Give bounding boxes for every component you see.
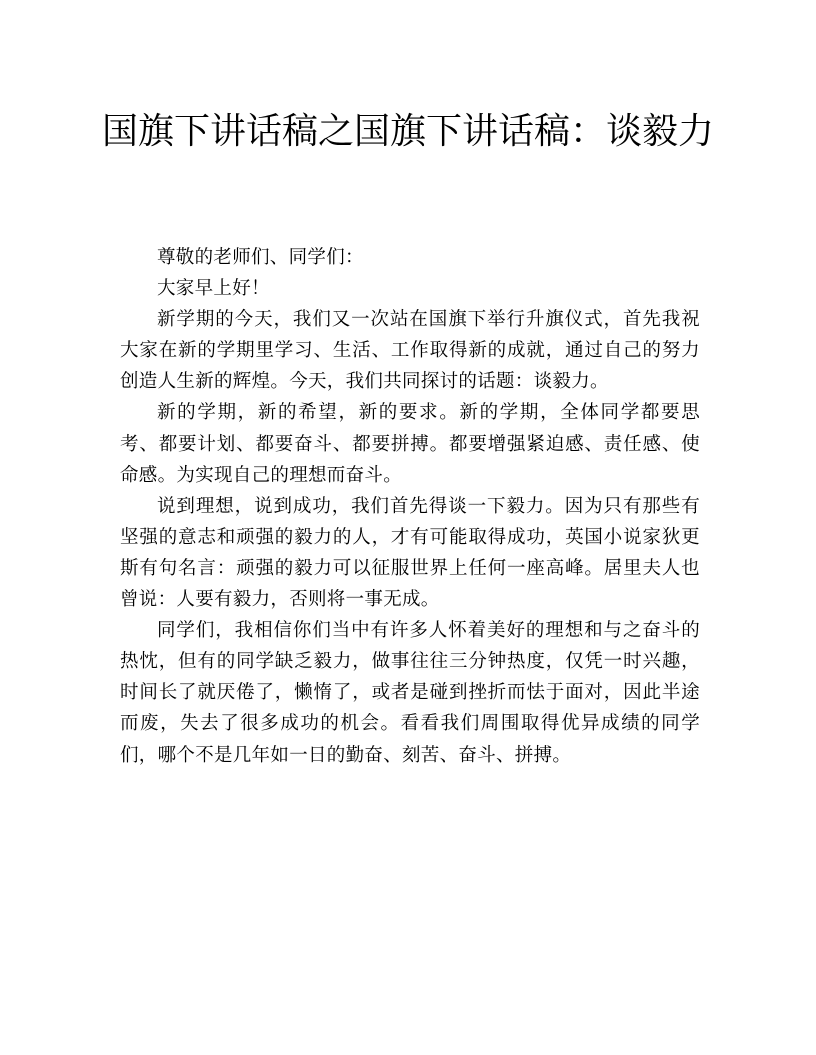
paragraph-classmates: 同学们，我相信你们当中有许多人怀着美好的理想和与之奋斗的热忱，但有的同学缺乏毅力，做事往往三分钟热度，仅凭一时兴趣，时间长了就厌倦了，懒惰了，或者是碰到挫折而怯于面对，因此半途而废，失去了很多成功的机会。看看我们周围取得优异成绩的同学们，哪个不是几年如一日的勤奋、刻苦、奋斗、拼搏。 [120,620,700,766]
paragraph-new-hopes: 新的学期，新的希望，新的要求。新的学期，全体同学都要思考、都要计划、都要奋斗、都要拼搏。都要增强紧迫感、责任感、使命感。为实现自己的理想而奋斗。 [120,402,700,486]
paragraph-new-semester: 新学期的今天，我们又一次站在国旗下举行升旗仪式，首先我祝大家在新的学期里学习、生活、工作取得新的成就，通过自己的努力创造人生新的辉煌。今天，我们共同探讨的话题：谈毅力。 [120,309,700,393]
document-body [120,242,700,771]
document-title: 国旗下讲话稿之国旗下讲话稿：谈毅力 [101,111,714,152]
paragraph-perseverance: 说到理想，说到成功，我们首先得谈一下毅力。因为只有那些有坚强的意志和顽强的毅力的人，才有可能取得成功，英国小说家狄更斯有句名言：顽强的毅力可以征服世界上任何一座高峰。居里夫人也曾说：人要有毅力，否则将一事无成。 [120,495,700,611]
paragraph-greeting: 大家早上好！ [157,278,270,300]
paragraph-salutation: 尊敬的老师们、同学们： [157,247,364,268]
